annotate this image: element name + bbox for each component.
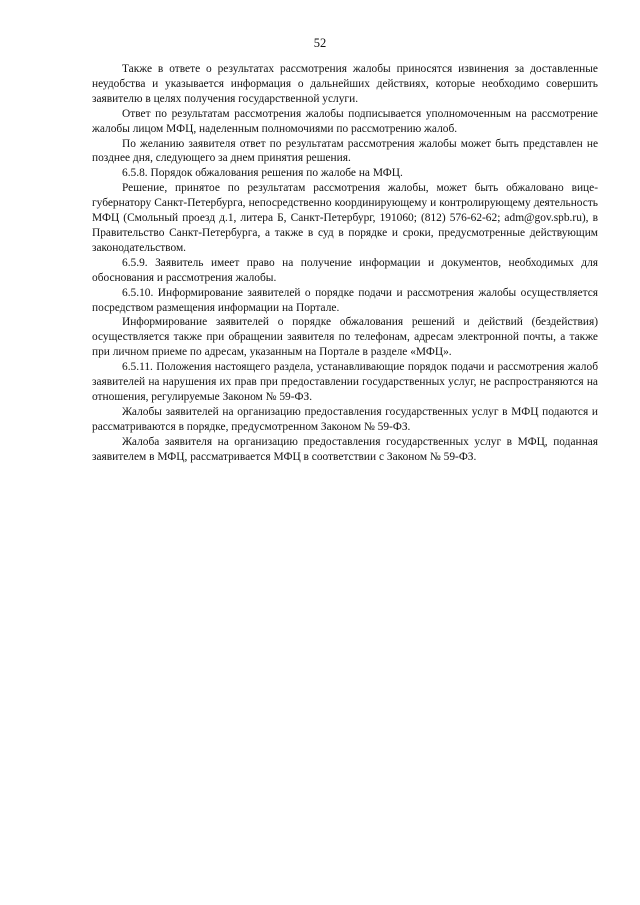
paragraph: 6.5.9. Заявитель имеет право на получение информации и документов, необходимых для обоснования и рассмотрения жалобы. — [92, 256, 598, 284]
paragraph: Ответ по результатам рассмотрения жалобы подписывается уполномоченным на рассмотрение жалобы лицом МФЦ, наделенным полномочиями по рассмотрению жалоб. — [92, 107, 598, 135]
paragraph: Жалоба заявителя на организацию предоставления государственных услуг в МФЦ, поданная заявителем в МФЦ, рассматривается МФЦ в соответствии с Законом № 59-ФЗ. — [92, 435, 598, 463]
paragraph: Жалобы заявителей на организацию предоставления государственных услуг в МФЦ подаются и рассматриваются в порядке, предусмотренном Законом № 59-ФЗ. — [92, 405, 598, 433]
document-body — [92, 62, 598, 464]
paragraph: 6.5.8. Порядок обжалования решения по жалобе на МФЦ. — [122, 167, 403, 180]
paragraph: По желанию заявителя ответ по результатам рассмотрения жалобы может быть представлен не позднее дня, следующего за днем принятия решения. — [92, 137, 598, 165]
paragraph: Решение, принятое по результатам рассмотрения жалобы, может быть обжаловано вице-губернатору Санкт-Петербурга, непосредственно координирующему и контролирующему деятельность МФЦ (Смольный проезд д.1, литера Б, Санкт-Петербург, 191060; (812) 576-62-62; adm@gov.spb.ru), в Правительство Санкт-Петербурга, а также в суд в порядке и сроки, предусмотренные действующим законодательством. — [92, 182, 598, 254]
paragraph: 6.5.10. Информирование заявителей о порядке подачи и рассмотрения жалобы осуществляется посредством размещения информации на Портале. — [92, 286, 598, 314]
page-number: 52 — [313, 36, 327, 50]
paragraph: Также в ответе о результатах рассмотрения жалобы приносятся извинения за доставленные неудобства и указывается информация о дальнейших действиях, которые необходимо совершить заявителю в целях получения государственной услуги. — [92, 63, 598, 105]
paragraph: Информирование заявителей о порядке обжалования решений и действий (бездействия) осуществляется также при обращении заявителя по телефонам, адресам электронной почты, а также при личном приеме по адресам, указанным на Портале в разделе «МФЦ». — [92, 316, 598, 359]
paragraph: 6.5.11. Положения настоящего раздела, устанавливающие порядок подачи и рассмотрения жалоб заявителей на нарушения их прав при предоставлении государственных услуг, не распространяются на отношения, регулируемые Законом № 59-ФЗ. — [92, 361, 598, 403]
